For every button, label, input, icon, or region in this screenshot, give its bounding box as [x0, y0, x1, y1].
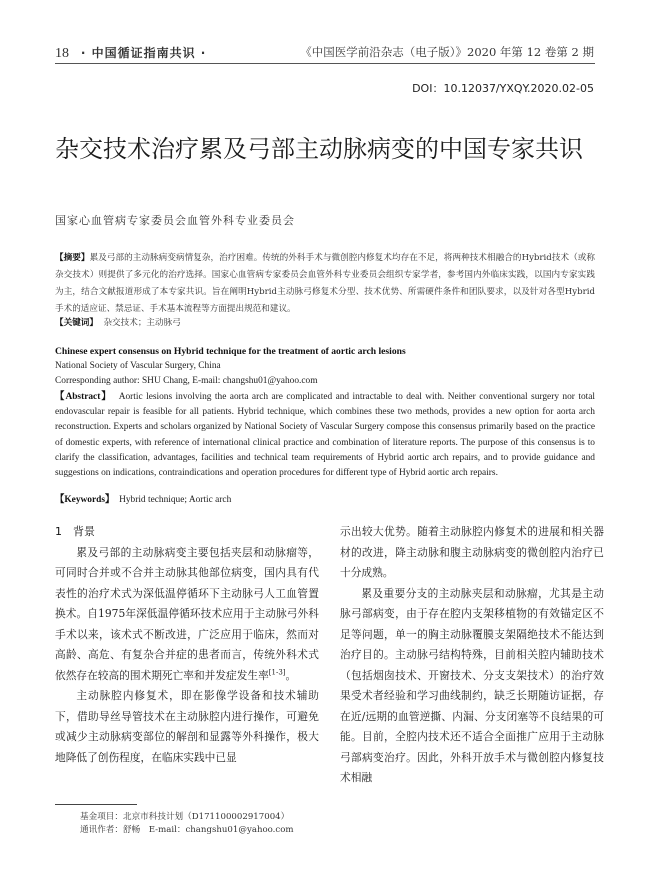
section-heading: 1 背景 [55, 525, 95, 538]
abstract-cn-label: 【摘要】 [55, 253, 90, 263]
paragraph: 示出较大优势。随着主动脉腔内修复术的进展和相关器材的改进，降主动脉和腹主动脉病变的微创腔内治疗已十分成熟。 [340, 525, 604, 579]
keywords-en-label: 【Keywords】 [55, 495, 115, 505]
page-number: 18 [55, 46, 69, 61]
keywords-en [55, 491, 231, 505]
abstract-cn-text: 累及弓部的主动脉病变病情复杂，治疗困难。传统的外科手术与微创腔内修复术均存在不足，将两种技术相融合的Hybrid技术（或称杂交技术）则提供了多元化的治疗选择。国家心血管病专家委员会血管外科专业委员会组织专家学者，参考国内外临床实践，以国内专家实践为主，结合文献报道形成了本专家共识。旨在阐明Hybrid主动脉弓修复术分型、技术优势、所需硬件条件和团队要求，以及针对各型Hybrid手术的适应证、禁忌证、手术基本流程等方面提出规范和建议。 [55, 253, 595, 314]
paragraph [55, 543, 319, 687]
abstract-en-text: Aortic lesions involving the aorta arch are complicated and intractable to deal with. Neither conventional surgery nor total endovascular repair is feasible for all patients. Hybrid technique, which combines these two methods, provides a new option for aorta arch reconstruction. Experts and scholars organized by National Society of Vascular Surgery compose this consensus primarily based on the practice of domestic experts, with reference of international clinical practice and combination of literature reports. The purpose of this consensus is to clarify the classification, advantages, facilities and technical team requirements of Hybrid aortic arch repairs, and to provide guidance and suggestions on indications, contraindications and operation procedures for different type of Hybrid aortic arch repairs. [55, 392, 596, 479]
paragraph: 累及重要分支的主动脉夹层和动脉瘤，尤其是主动脉弓部病变，由于存在腔内支架移植物的有效锚定区不足等问题，单一的胸主动脉覆膜支架隔绝技术不能达到治疗目的。主动脉弓结构特殊，目前相关腔内辅助技术（包括烟囱技术、开窗技术、分支支架技术）的治疗效果受术者经验和学习曲线制约，缺乏长期随访证据，存在近/远期的血管逆撕、内漏、分支闭塞等不良结果的可能。目前，全腔内技术还不适合全面推广应用于主动脉弓部病变治疗。因此，外科开放手术与微创腔内修复技术相融 [340, 586, 604, 784]
running-header-citation: 《中国医学前沿杂志（电子版）》2020 年第 12 卷第 2 期 [300, 45, 594, 59]
paragraph: 主动脉腔内修复术，即在影像学设备和技术辅助下，借助导丝导管技术在主动脉腔内进行操作，可避免或减少主动脉病变部位的解剖和显露等外科操作，极大地降低了创伤程度，在临床实践中已显 [55, 689, 319, 764]
keywords-cn-text: 杂交技术；主动脉弓 [103, 318, 181, 328]
header-rule [55, 63, 595, 64]
keywords-en-text: Hybrid technique; Aortic arch [119, 495, 232, 505]
abstract-en [55, 390, 595, 481]
doi[interactable]: DOI：10.12037/YXQY.2020.02-05 [412, 82, 594, 95]
keywords-cn-label: 【关键词】 [55, 318, 98, 328]
journal-section: · 中国循证指南共识 · [80, 46, 207, 60]
footnote-rule [55, 804, 137, 805]
article-title: 杂交技术治疗累及弓部主动脉病变的中国专家共识 [55, 135, 583, 163]
keywords-cn [55, 317, 181, 329]
footnote-contact: 通讯作者：舒畅 E-mail：changshu01@yahoo.com [80, 825, 294, 835]
english-org: National Society of Vascular Surgery, China [55, 361, 221, 371]
abstract-cn [55, 250, 595, 318]
abstract-en-label: 【Abstract】 [55, 392, 112, 402]
body-column-right [340, 522, 604, 789]
citation-ref[interactable]: [1-3] [268, 667, 286, 676]
english-title: Chinese expert consensus on Hybrid technique for the treatment of aortic arch lesions [55, 346, 406, 357]
english-author[interactable]: Corresponding author: SHU Chang, E-mail: changshu01@yahoo.com [55, 376, 318, 386]
paragraph-text-end: 。 [285, 668, 297, 682]
body-column-left [55, 522, 319, 768]
running-header-left [55, 44, 206, 62]
footnote-fund: 基金项目：北京市科技计划（D171100002917004） [80, 812, 290, 822]
paragraph-text: 累及弓部的主动脉病变主要包括夹层和动脉瘤等，可同时合并或不合并主动脉其他部位病变，国内具有代表性的治疗术式为深低温停循环下主动脉弓人工血管置换术。自1975年深低温停循环技术应用于主动脉弓外科手术以来，该术式不断改进，广泛应用于临床，然而对高龄、高危、有复杂合并症的患者而言，传统外科术式依然存在较高的围术期死亡率和并发症发生率 [55, 545, 319, 682]
author-organization: 国家心血管病专家委员会血管外科专业委员会 [55, 214, 295, 227]
